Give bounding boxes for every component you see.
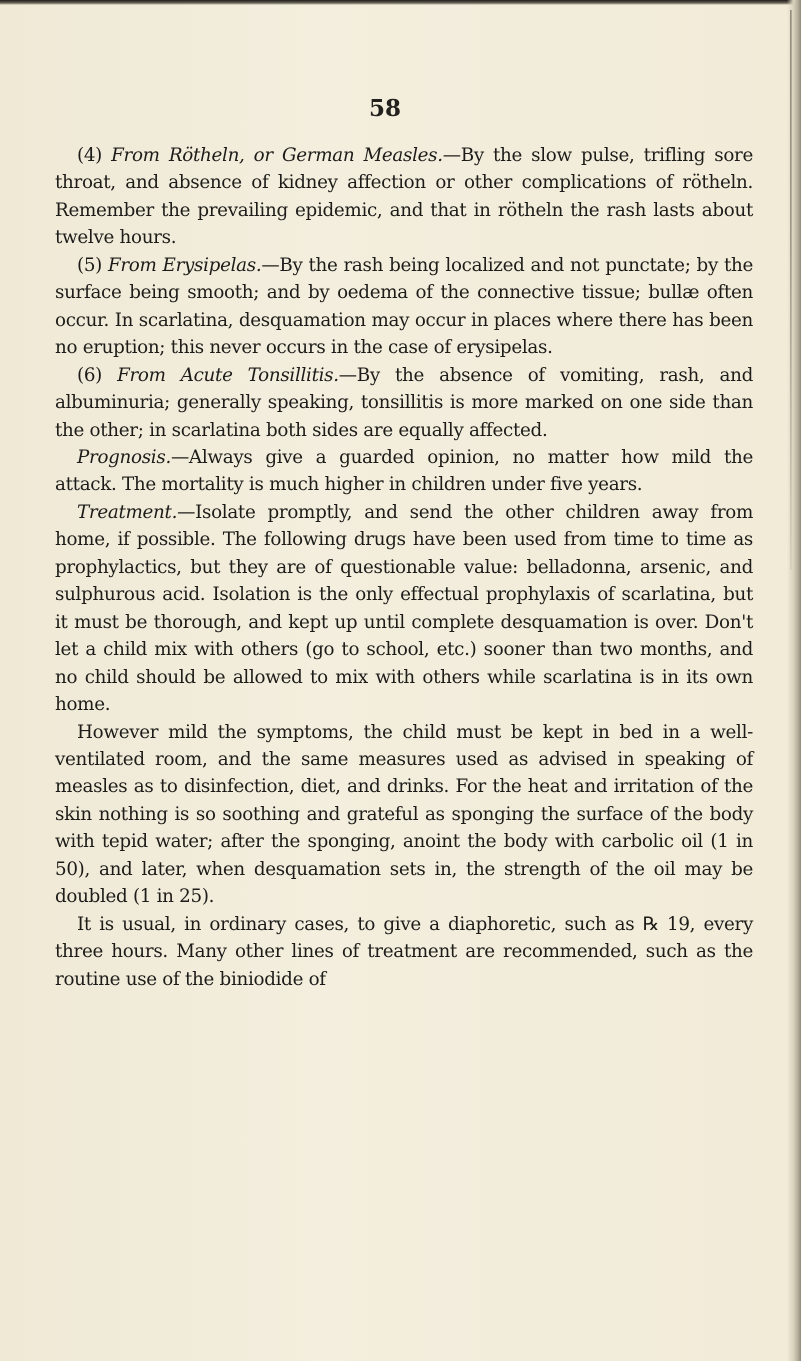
paragraph-body: —Isolate promptly, and send the other children away from home, if possible. The following drugs have been used from time to time as prophylactics, but they are of questionable value: belladonna, arsenic, and sulphurous acid. Isolation is the only effectual prophylaxis of scarlatina, but it must be thorough, and kept up until complete desquamation is over. Don't let a child mix with others (go to school, etc.) sooner than two months, and no child should be allowed to mix with others while scarlatina is in its own home.	[55, 501, 753, 716]
paragraph-body: —Always give a guarded opinion, no matter how mild the attack. The mortality is much higher in children under five years.	[55, 446, 753, 496]
paragraph-heading: From Acute Tonsillitis.	[117, 364, 339, 386]
paragraph-mild-symptoms	[55, 719, 753, 911]
paragraph-tonsillitis	[55, 362, 753, 444]
paragraph-lead: (6)	[77, 364, 118, 386]
body-text	[55, 142, 753, 993]
paragraph-rotheln	[55, 142, 753, 252]
page-top-edge-shadow	[0, 0, 801, 5]
paragraph-body: It is usual, in ordinary cases, to give a diaphoretic, such as ℞ 19, every three hours. Many other lines of treatment are recommended, such as the routine use of the biniodide of	[55, 913, 753, 990]
paragraph-body: —By the absence of vomiting, rash, and albuminuria; generally speaking, tonsillitis is more marked on one side than the other; in scarlatina both sides are equally affected.	[55, 364, 753, 441]
paragraph-body: However mild the symptoms, the child must be kept in bed in a well-ventilated room, and the same measures used as advised in speaking of measles as to disinfection, diet, and drinks. For the heat and irritation of the skin nothing is so soothing and grateful as sponging the surface of the body with tepid water; after the sponging, anoint the body with carbolic oil (1 in 50), and later, when desquamation sets in, the strength of the oil may be doubled (1 in 25).	[55, 721, 753, 908]
page-number: 58	[368, 95, 401, 122]
paragraph-body: —By the rash being localized and not punctate; by the surface being smooth; and by oedema of the connective tissue; bullæ often occur. In scarlatina, desquamation may occur in places where there has been no eruption; this never occurs in the case of erysipelas.	[55, 254, 753, 359]
paragraph-treatment	[55, 499, 753, 719]
paragraph-diaphoretic	[55, 911, 753, 993]
paragraph-heading: Prognosis.	[77, 446, 171, 468]
paragraph-lead: (4)	[77, 145, 112, 166]
paragraph-erysipelas	[55, 252, 753, 362]
paragraph-prognosis	[55, 444, 753, 499]
paragraph-heading: From Rötheln, or German Measles.	[111, 145, 443, 166]
page-right-edge-shadow	[787, 0, 801, 1361]
paragraph-body: —By the slow pulse, trifling sore throat, and absence of kidney affection or other complications of rötheln. Remember the prevailing epidemic, and that in rötheln the rash lasts about twelve hours.	[55, 145, 753, 249]
paragraph-lead: (5)	[77, 254, 108, 276]
paragraph-heading: Treatment.	[77, 501, 178, 523]
paragraph-heading: From Erysipelas.	[107, 254, 262, 276]
